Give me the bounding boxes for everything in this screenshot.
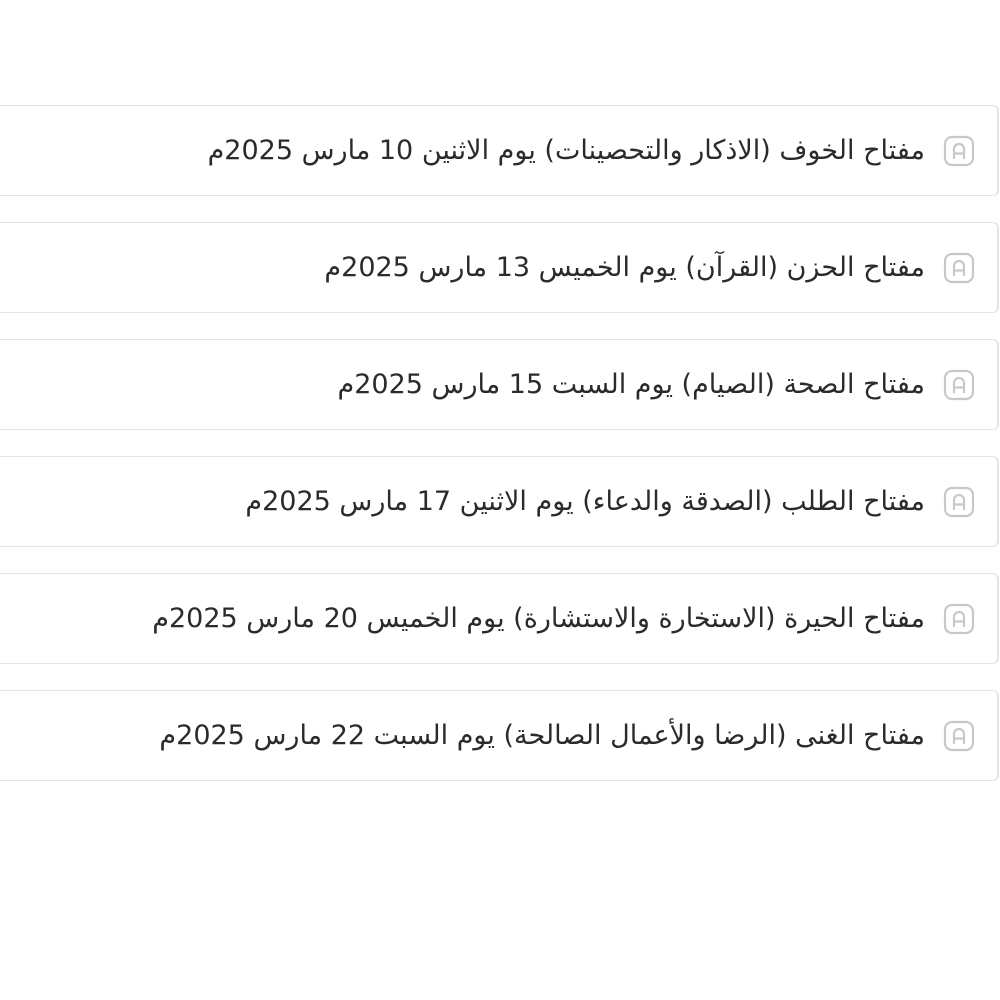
text-a-icon (943, 720, 975, 752)
list-item-label: مفتاح الحيرة (الاستخارة والاستشارة) يوم الخميس 20 مارس 2025م (152, 603, 925, 634)
list-item-label: مفتاح الطلب (الصدقة والدعاء) يوم الاثنين 17 مارس 2025م (245, 486, 925, 517)
list-item-label: مفتاح الخوف (الاذكار والتحصينات) يوم الاثنين 10 مارس 2025م (207, 135, 925, 166)
list-item[interactable] (0, 456, 999, 547)
text-a-icon (943, 135, 975, 167)
list-item[interactable] (0, 573, 999, 664)
list-item[interactable] (0, 222, 999, 313)
text-a-icon (943, 252, 975, 284)
list-item[interactable] (0, 339, 999, 430)
list-item-label: مفتاح الصحة (الصيام) يوم السبت 15 مارس 2025م (337, 369, 925, 400)
list-item[interactable] (0, 105, 999, 196)
list-item[interactable] (0, 690, 999, 781)
text-a-icon (943, 369, 975, 401)
list-item-label: مفتاح الحزن (القرآن) يوم الخميس 13 مارس 2025م (324, 252, 925, 283)
text-a-icon (943, 603, 975, 635)
list-item-label: مفتاح الغنى (الرضا والأعمال الصالحة) يوم السبت 22 مارس 2025م (159, 720, 925, 751)
text-a-icon (943, 486, 975, 518)
lesson-list (0, 105, 999, 807)
